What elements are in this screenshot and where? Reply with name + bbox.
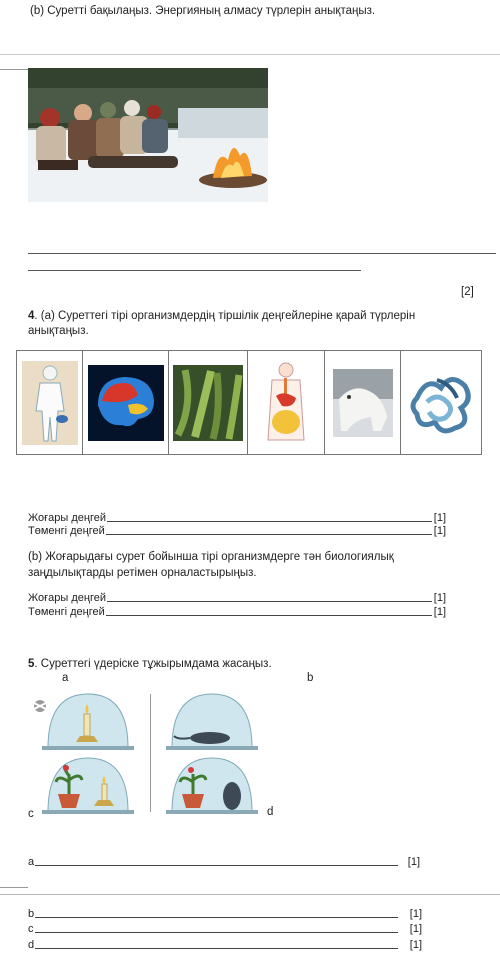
points-label: [1] [433,606,446,618]
bell-jar-illustration [28,686,280,818]
answer-row[interactable] [28,524,446,537]
image-cell-algae [169,350,248,455]
campfire-photo [28,68,268,202]
answer-row[interactable] [28,855,420,868]
answer-line[interactable] [35,855,398,866]
answer-line[interactable] [106,524,432,535]
image-cell-molecule [401,350,482,455]
answer-row[interactable] [28,591,446,604]
question-4-title-line2: анықтаңыз. [28,325,89,337]
protein-molecule-image [407,368,477,438]
answer-line[interactable] [35,922,398,933]
question-4-title [28,310,415,322]
points-label: [1] [433,525,446,537]
points-label: [1] [409,908,422,920]
points-label: [1] [409,923,422,935]
label-c: c [28,808,34,820]
answer-line[interactable] [35,938,398,949]
divider [0,887,28,888]
label-b: b [307,672,314,684]
bell-jar-experiment [28,686,280,818]
question-number: 5 [28,658,35,670]
answer-label: d [28,939,35,951]
answer-row[interactable] [28,922,422,935]
question-4b-text: (b) Жоғарыдағы сурет бойынша тірі организмдерге тән биологиялық [28,551,394,563]
human-figure-image [22,361,78,445]
answer-line[interactable] [106,605,432,616]
answer-label: b [28,908,35,920]
answer-label: c [28,923,34,935]
answer-label: Жоғары деңгей [28,592,107,604]
answer-line[interactable] [28,253,496,254]
question-5-title [28,658,272,670]
answer-line[interactable] [35,907,398,918]
question-4-title-line1: . (а) Суреттегі тірі организмдердің тіршілік деңгейлеріне қарай түрлерін [34,310,416,322]
answer-line[interactable] [107,591,432,602]
answer-line[interactable] [107,511,432,522]
question-3b-text: (b) Суретті бақылаңыз. Энергияның алмасу түрлерін анықтаңыз. [30,5,376,17]
answer-label: Жоғары деңгей [28,512,107,524]
question-4b-text-line2: заңдылықтарды ретімен орналастырыңыз. [28,567,257,579]
campfire-illustration [28,68,268,202]
answer-label: a [28,856,35,868]
image-cell-digestive [248,350,325,455]
divider [0,894,500,895]
algae-image [173,365,243,441]
answer-row[interactable] [28,938,422,951]
points-label: [1] [433,512,446,524]
answer-label: Төменгі деңгей [28,525,105,537]
answer-row[interactable] [28,511,446,524]
points-label: [1] [407,856,420,868]
answer-label: Төменгі деңгей [28,606,105,618]
answer-line[interactable] [28,270,361,271]
points-label: [2] [461,286,474,298]
digestive-system-image [254,360,318,446]
question-5-title-text: . Суреттегі үдеріске тұжырымдама жасаңыз. [34,658,272,670]
label-d: d [267,806,274,818]
points-label: [1] [433,592,446,604]
image-cell-human [17,350,83,455]
label-a: a [62,672,69,684]
divider [0,69,28,70]
wolf-image [333,369,393,437]
points-label: [1] [409,939,422,951]
question-number: 4 [28,310,35,322]
answer-row[interactable] [28,605,446,618]
divider [0,54,500,55]
answer-row[interactable] [28,907,422,920]
image-cell-wolf [325,350,401,455]
brain-image [88,365,164,441]
image-cell-brain [83,350,169,455]
